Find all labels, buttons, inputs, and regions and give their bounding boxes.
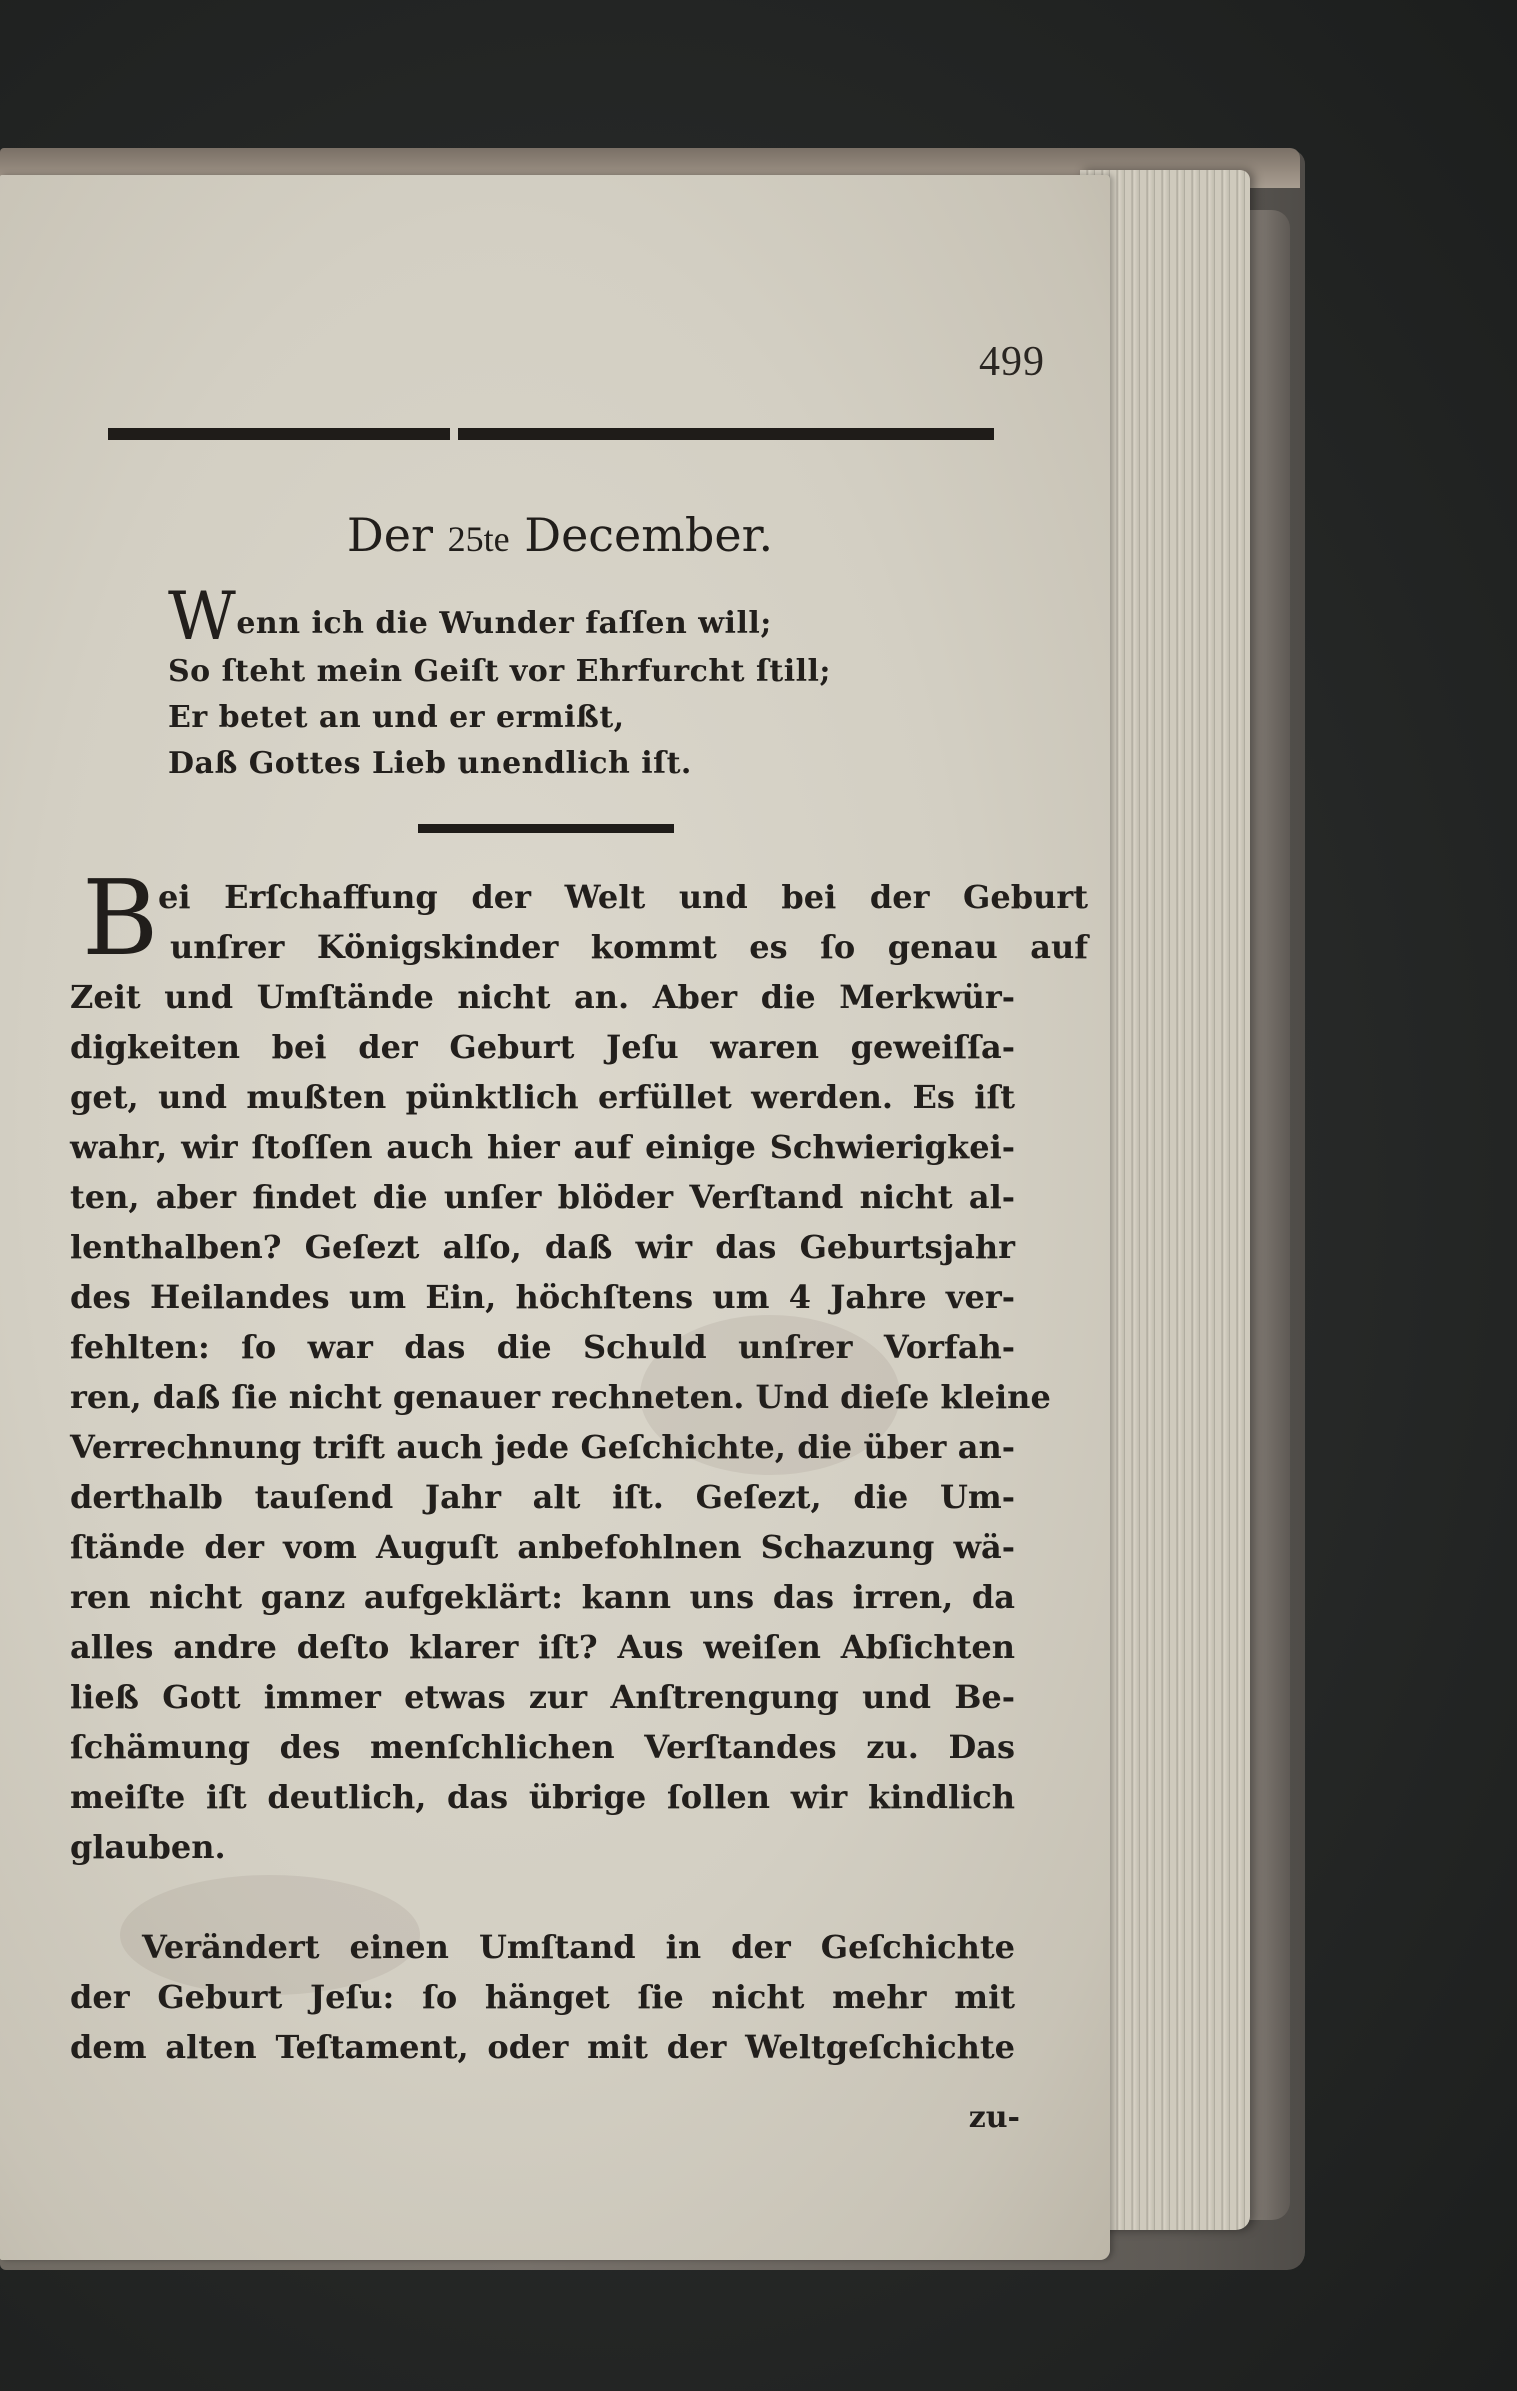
header-rule-left xyxy=(108,428,450,440)
text-line: dem alten Teſtament, oder mit der Weltgeſchichte xyxy=(70,2028,1015,2066)
text-line: ren, daß ſie nicht genauer rechneten. Und dieſe kleine xyxy=(70,1378,1051,1416)
page-heading xyxy=(320,508,800,562)
text-line: ei Erſchaffung der Welt und bei der Geburt xyxy=(158,878,1088,916)
heading-prefix: Der xyxy=(346,508,433,562)
text-line: Verändert einen Umſtand in der Geſchichte xyxy=(142,1928,1015,1966)
verse-line-3: Er betet an und er ermißt, xyxy=(168,700,625,735)
drop-cap: B xyxy=(82,857,159,979)
text-line: wahr, wir ſtoſſen auch hier auf einige Schwierigkei- xyxy=(70,1128,1015,1166)
text-line: meiſte iſt deutlich, das übrige ſollen wir kindlich xyxy=(70,1778,1015,1816)
text-line: get, und mußten pünktlich erfüllet werden. Es iſt xyxy=(70,1078,1015,1116)
heading-date: 25te xyxy=(447,519,510,559)
text-line: Verrechnung trift auch jede Geſchichte, die über an- xyxy=(70,1428,1015,1466)
text-line: ſtände der vom Auguſt anbefohlnen Schazung wä- xyxy=(70,1528,1015,1566)
text-line: Zeit und Umſtände nicht an. Aber die Merkwür- xyxy=(70,978,1015,1016)
catchword: zu- xyxy=(968,2100,1020,2135)
verse-line-4: Daß Gottes Lieb unendlich iſt. xyxy=(168,746,692,781)
heading-month: December. xyxy=(524,508,774,562)
text-line: lenthalben? Geſezt alſo, daß wir das Geburtsjahr xyxy=(70,1228,1015,1266)
text-line: der Geburt Jeſu: ſo hänget ſie nicht mehr mit xyxy=(70,1978,1015,2016)
text-line: glauben. xyxy=(70,1828,226,1866)
text-line: des Heilandes um Ein, höchſtens um 4 Jahre ver- xyxy=(70,1278,1015,1316)
text-line: alles andre deſto klarer iſt? Aus weiſen Abſichten xyxy=(70,1628,1015,1666)
text-line: ſchämung des menſchlichen Verſtandes zu. Das xyxy=(70,1728,1015,1766)
verse-text: enn ich die Wunder faſſen will; xyxy=(236,606,772,641)
text-line: unſrer Königskinder kommt es ſo genau auf xyxy=(170,928,1088,966)
text-line: fehlten: ſo war das die Schuld unſrer Vorfah- xyxy=(70,1328,1015,1366)
verse-line-2: So ſteht mein Geiſt vor Ehrfurcht ſtill; xyxy=(168,654,831,689)
page-number: 499 xyxy=(979,339,1045,385)
section-divider xyxy=(418,824,674,833)
text-line: derthalb tauſend Jahr alt iſt. Geſezt, die Um- xyxy=(70,1478,1015,1516)
text-line: digkeiten bei der Geburt Jeſu waren geweiſſa- xyxy=(70,1028,1015,1066)
verse-line-1 xyxy=(168,572,772,655)
text-line: ten, aber findet die unſer blöder Verſtand nicht al- xyxy=(70,1178,1015,1216)
text-line: ließ Gott immer etwas zur Anſtrengung und Be- xyxy=(70,1678,1015,1716)
text-line: ren nicht ganz aufgeklärt: kann uns das irren, da xyxy=(70,1578,1015,1616)
verse-initial: W xyxy=(168,578,237,655)
header-rule-right xyxy=(458,428,994,440)
